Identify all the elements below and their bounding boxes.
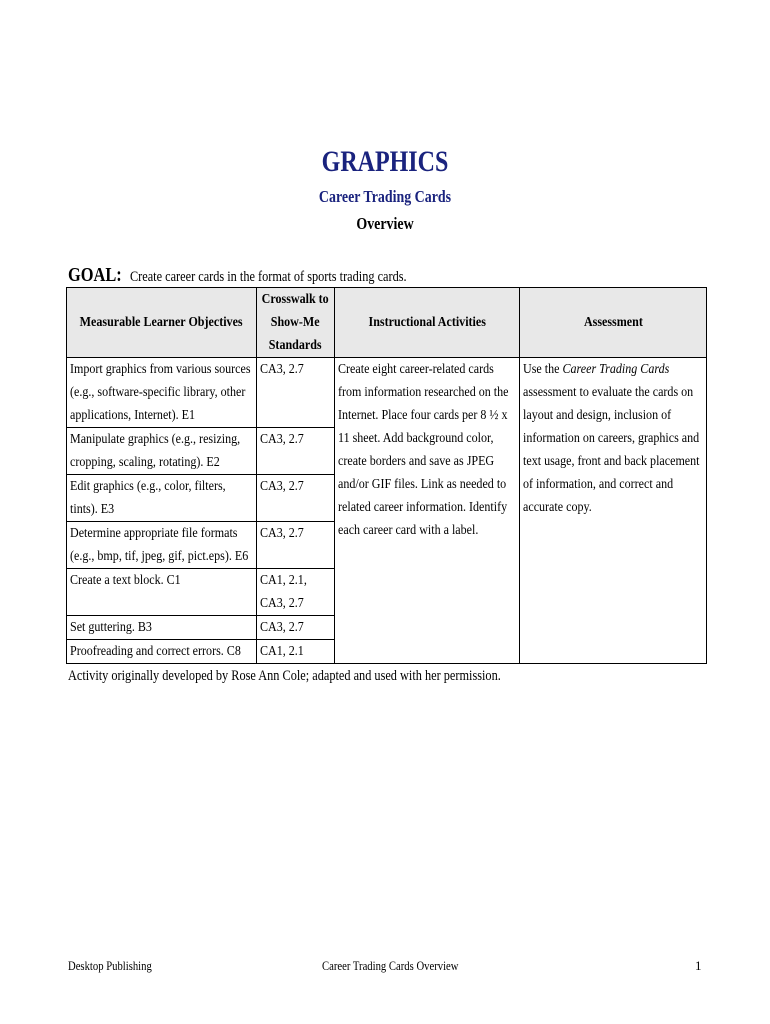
header-assessment: Assessment: [520, 288, 707, 358]
standard-cell: CA1, 2.1: [257, 640, 335, 664]
objective-cell: Proofreading and correct errors. C8: [67, 640, 257, 664]
credit-note: Activity originally developed by Rose Ann Cole; adapted and used with her permission.: [68, 668, 501, 684]
objective-cell: Create a text block. C1: [67, 569, 257, 616]
standard-cell: CA3, 2.7: [257, 616, 335, 640]
goal-statement: [68, 264, 407, 287]
table-header-row: [67, 288, 707, 358]
page-title: GRAPHICS: [321, 145, 449, 178]
section-heading: Overview: [356, 214, 414, 233]
objectives-table: [66, 287, 707, 664]
header-activities: Instructional Activities: [335, 288, 520, 358]
standard-cell: CA3, 2.7: [257, 428, 335, 475]
footer-course: Desktop Publishing: [68, 958, 152, 973]
header-objectives: Measurable Learner Objectives: [67, 288, 257, 358]
objective-cell: Set guttering. B3: [67, 616, 257, 640]
objective-cell: Edit graphics (e.g., color, filters, tints). E3: [67, 475, 257, 522]
standard-cell: CA3, 2.7: [257, 522, 335, 569]
objective-cell: Determine appropriate file formats (e.g., bmp, tif, jpeg, gif, pict.eps). E6: [67, 522, 257, 569]
goal-text: Create career cards in the format of sports trading cards.: [129, 269, 407, 285]
page-subtitle: Career Trading Cards: [318, 187, 452, 206]
assessment-cell: Use the Career Trading Cards assessment to evaluate the cards on layout and design, inclusion of information on careers, graphics and text usage, front and back placement of information, and correct and accurate copy.: [520, 358, 707, 664]
header-crosswalk: Crosswalk to Show-Me Standards: [257, 288, 335, 358]
goal-label: GOAL:: [68, 264, 122, 286]
page-number: 1: [695, 958, 702, 973]
objective-cell: Import graphics from various sources (e.g., software-specific library, other applications, Internet). E1: [67, 358, 257, 428]
assessment-title: Career Trading Cards: [562, 362, 670, 377]
table-row: [67, 358, 707, 428]
standard-cell: CA1, 2.1, CA3, 2.7: [257, 569, 335, 616]
standard-cell: CA3, 2.7: [257, 358, 335, 428]
standard-cell: CA3, 2.7: [257, 475, 335, 522]
footer-document-title: Career Trading Cards Overview: [322, 958, 459, 973]
objective-cell: Manipulate graphics (e.g., resizing, cropping, scaling, rotating). E2: [67, 428, 257, 475]
activities-cell: Create eight career-related cards from information researched on the Internet. Place four cards per 8 ½ x 11 sheet. Add background color, create borders and save as JPEG and/or GIF files. Link as needed to related career information. Identify each career card with a label.: [335, 358, 520, 664]
